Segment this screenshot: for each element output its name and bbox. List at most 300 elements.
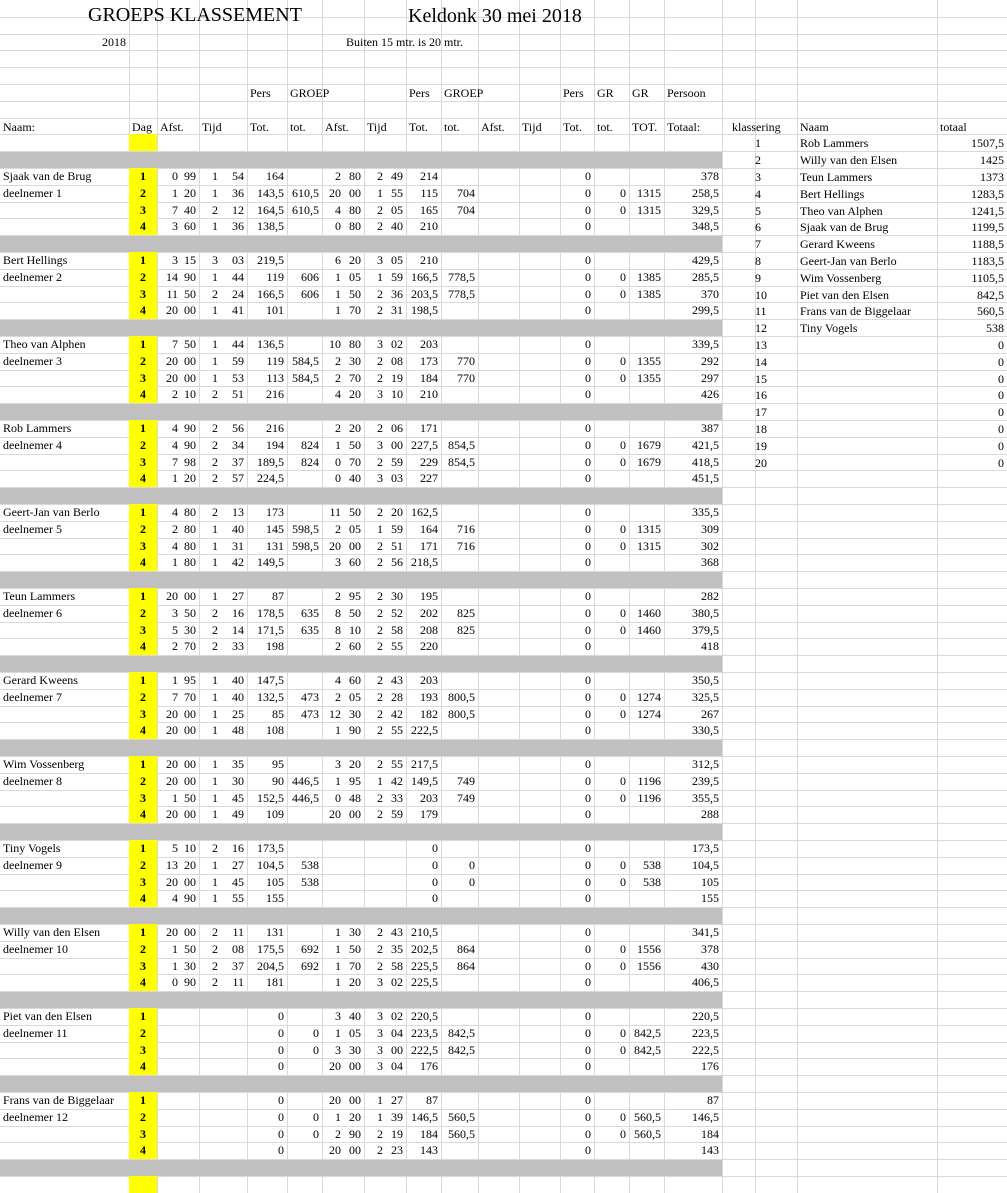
score-cell: 3 xyxy=(172,606,178,620)
score-cell: 60 xyxy=(184,219,196,233)
score-cell: 10 xyxy=(329,337,341,351)
day-number: 4 xyxy=(140,975,146,989)
score-cell: 1 xyxy=(212,354,218,368)
score-cell xyxy=(594,420,629,437)
score-cell: 31 xyxy=(232,539,244,553)
score-cell xyxy=(629,974,664,991)
score-cell: 179 xyxy=(420,807,438,821)
score-cell xyxy=(441,924,478,941)
score-cell: 842,5 xyxy=(634,1026,661,1040)
score-cell: 0 xyxy=(620,623,626,637)
score-cell: 0 xyxy=(585,1110,591,1124)
score-cell: 95 xyxy=(349,589,361,603)
day-number: 4 xyxy=(140,219,146,233)
score-cell xyxy=(287,890,322,907)
separator-bar xyxy=(0,908,722,924)
ranking-position: 13 xyxy=(755,338,767,352)
score-cell xyxy=(594,722,629,739)
score-cell: 335,5 xyxy=(692,505,719,519)
score-cell: 59 xyxy=(391,455,403,469)
score-cell: 208 xyxy=(420,623,438,637)
ranking-name xyxy=(797,438,937,455)
score-cell xyxy=(181,1126,199,1143)
separator-bar xyxy=(0,1160,722,1176)
participant-label: deelnemer 10 xyxy=(3,942,68,956)
score-cell: 00 xyxy=(184,774,196,788)
score-cell: 1 xyxy=(335,774,341,788)
score-cell: 181 xyxy=(266,975,284,989)
score-cell: 312,5 xyxy=(692,757,719,771)
score-cell: 0 xyxy=(620,875,626,889)
score-cell xyxy=(441,1008,478,1025)
score-cell: 0 xyxy=(335,455,341,469)
score-cell xyxy=(287,638,322,655)
score-cell: 0 xyxy=(620,774,626,788)
ranking-position: 18 xyxy=(755,422,767,436)
score-cell: 379,5 xyxy=(692,623,719,637)
score-cell: 339,5 xyxy=(692,337,719,351)
score-cell: 53 xyxy=(232,371,244,385)
score-cell xyxy=(441,1092,478,1109)
ranking-name xyxy=(797,404,937,421)
day-number: 2 xyxy=(140,438,146,452)
score-cell: 4 xyxy=(172,505,178,519)
score-cell: 800,5 xyxy=(448,690,475,704)
score-cell: 1 xyxy=(212,723,218,737)
score-cell xyxy=(181,1025,199,1042)
score-cell: 136,5 xyxy=(257,337,284,351)
score-cell: 1 xyxy=(172,673,178,687)
score-cell: 4 xyxy=(172,421,178,435)
ranking-header-rank: klassering xyxy=(732,120,781,134)
score-cell: 606 xyxy=(301,287,319,301)
score-cell: 2 xyxy=(377,354,383,368)
score-cell: 1 xyxy=(212,303,218,317)
score-cell: 08 xyxy=(391,354,403,368)
score-cell: 33 xyxy=(391,791,403,805)
participant-name: Piet van den Elsen xyxy=(3,1009,92,1023)
score-cell: 14 xyxy=(166,270,178,284)
day-number: 4 xyxy=(140,807,146,821)
score-cell: 55 xyxy=(232,891,244,905)
score-cell: 00 xyxy=(391,438,403,452)
ranking-total: 1199,5 xyxy=(971,220,1004,234)
score-cell: 40 xyxy=(232,522,244,536)
day-number: 3 xyxy=(140,1043,146,1057)
score-cell: 02 xyxy=(391,1009,403,1023)
score-cell: 4 xyxy=(335,203,341,217)
score-cell xyxy=(287,924,322,941)
score-cell: 4 xyxy=(172,539,178,553)
score-cell: 40 xyxy=(391,219,403,233)
score-cell: 50 xyxy=(184,942,196,956)
score-cell: 90 xyxy=(184,891,196,905)
score-cell: 20 xyxy=(391,505,403,519)
score-cell: 20 xyxy=(329,539,341,553)
score-cell xyxy=(594,470,629,487)
score-cell: 1 xyxy=(172,791,178,805)
score-cell: 1 xyxy=(377,270,383,284)
day-number: 4 xyxy=(140,303,146,317)
ranking-position: 11 xyxy=(755,304,767,318)
score-cell xyxy=(594,672,629,689)
grid-row-line xyxy=(0,34,1007,35)
score-cell: 538 xyxy=(301,875,319,889)
score-cell: 0 xyxy=(313,1026,319,1040)
participant-name: Theo van Alphen xyxy=(3,337,86,351)
score-cell: 2 xyxy=(377,539,383,553)
score-cell xyxy=(629,1058,664,1075)
day-number: 4 xyxy=(140,639,146,653)
score-cell xyxy=(181,1142,199,1159)
day-number: 1 xyxy=(140,253,146,267)
score-cell: 2 xyxy=(377,203,383,217)
score-cell: 1 xyxy=(212,270,218,284)
score-cell: 1 xyxy=(335,1110,341,1124)
score-cell xyxy=(221,1025,247,1042)
score-cell: 80 xyxy=(349,337,361,351)
score-cell xyxy=(441,588,478,605)
score-cell: 131 xyxy=(266,925,284,939)
day-number: 1 xyxy=(140,337,146,351)
score-cell: 50 xyxy=(349,942,361,956)
score-cell: 19 xyxy=(391,1127,403,1141)
score-cell: 0 xyxy=(278,1127,284,1141)
score-cell: 24 xyxy=(232,287,244,301)
score-cell: 1 xyxy=(335,723,341,737)
score-cell: 2 xyxy=(335,421,341,435)
score-cell: 0 xyxy=(620,1110,626,1124)
ranking-name: Teun Lammers xyxy=(800,170,873,184)
ranking-position: 5 xyxy=(755,204,761,218)
group-header-gr2: GR xyxy=(632,86,649,100)
score-cell: 13 xyxy=(166,858,178,872)
score-cell xyxy=(594,504,629,521)
score-cell: 0 xyxy=(585,1043,591,1057)
score-cell: 10 xyxy=(391,387,403,401)
score-cell: 842,5 xyxy=(634,1043,661,1057)
participant-name: Bert Hellings xyxy=(3,253,68,267)
score-cell xyxy=(594,336,629,353)
ranking-total: 1188,5 xyxy=(971,237,1004,251)
score-cell xyxy=(629,924,664,941)
score-cell: 143,5 xyxy=(257,186,284,200)
score-cell: 28 xyxy=(391,690,403,704)
score-cell: 2 xyxy=(377,455,383,469)
score-cell: 0 xyxy=(432,891,438,905)
score-cell: 704 xyxy=(457,203,475,217)
score-cell: 0 xyxy=(432,858,438,872)
column-header-tijd3: Tijd xyxy=(522,120,542,134)
ranking-position: 8 xyxy=(755,254,761,268)
score-cell xyxy=(441,638,478,655)
score-cell: 3 xyxy=(335,757,341,771)
score-cell: 173,5 xyxy=(257,841,284,855)
score-cell: 04 xyxy=(391,1059,403,1073)
score-cell: 59 xyxy=(391,270,403,284)
score-cell: 173,5 xyxy=(692,841,719,855)
score-cell: 2 xyxy=(377,1127,383,1141)
column-header-totg2: tot. xyxy=(444,120,460,134)
score-cell xyxy=(594,218,629,235)
score-cell: 1 xyxy=(212,757,218,771)
score-cell: 1679 xyxy=(637,438,661,452)
score-cell: 149,5 xyxy=(411,774,438,788)
score-cell: 56 xyxy=(232,421,244,435)
score-cell: 229 xyxy=(420,455,438,469)
score-cell: 00 xyxy=(349,1093,361,1107)
group-header-gr1: GR xyxy=(597,86,614,100)
score-cell: 0 xyxy=(278,1009,284,1023)
score-cell: 3 xyxy=(377,438,383,452)
participant-label: deelnemer 5 xyxy=(3,522,62,536)
score-cell: 2 xyxy=(377,942,383,956)
column-header-tijd1: Tijd xyxy=(202,120,222,134)
score-cell: 171 xyxy=(420,539,438,553)
score-cell xyxy=(594,840,629,857)
score-cell: 87 xyxy=(426,1093,438,1107)
column-header-tot3: Tot. xyxy=(563,120,582,134)
score-cell: 203,5 xyxy=(411,287,438,301)
score-cell: 220,5 xyxy=(692,1009,719,1023)
score-cell: 1 xyxy=(212,371,218,385)
ranking-total: 560,5 xyxy=(977,304,1004,318)
ranking-position: 1 xyxy=(755,136,761,150)
grid-column-line xyxy=(722,0,723,1193)
score-cell: 20 xyxy=(349,253,361,267)
score-cell: 0 xyxy=(585,438,591,452)
score-cell: 0 xyxy=(278,1043,284,1057)
score-cell xyxy=(287,420,322,437)
score-cell: 44 xyxy=(232,270,244,284)
score-cell: 3 xyxy=(377,387,383,401)
score-cell: 0 xyxy=(335,471,341,485)
score-cell: 27 xyxy=(232,858,244,872)
day-number: 2 xyxy=(140,522,146,536)
score-cell: 2 xyxy=(172,522,178,536)
score-cell: 1 xyxy=(212,673,218,687)
score-cell: 13 xyxy=(232,505,244,519)
score-cell xyxy=(287,336,322,353)
score-cell xyxy=(386,857,406,874)
participant-name: Sjaak van de Brug xyxy=(3,169,92,183)
score-cell: 210,5 xyxy=(411,925,438,939)
score-cell: 59 xyxy=(391,522,403,536)
score-cell: 2 xyxy=(212,438,218,452)
score-cell: 1679 xyxy=(637,455,661,469)
score-cell: 57 xyxy=(232,471,244,485)
score-cell: 429,5 xyxy=(692,253,719,267)
score-cell: 95 xyxy=(272,757,284,771)
day-number: 4 xyxy=(140,1059,146,1073)
score-cell: 2 xyxy=(335,639,341,653)
score-cell: 0 xyxy=(620,707,626,721)
participant-name: Wim Vossenberg xyxy=(3,757,85,771)
score-cell xyxy=(157,1025,181,1042)
score-cell: 1274 xyxy=(637,690,661,704)
score-cell: 538 xyxy=(643,875,661,889)
score-cell: 119 xyxy=(266,270,284,284)
score-cell: 1 xyxy=(377,1110,383,1124)
score-cell: 1 xyxy=(212,707,218,721)
score-cell: 20 xyxy=(166,875,178,889)
day-number: 2 xyxy=(140,690,146,704)
score-cell: 11 xyxy=(329,505,341,519)
separator-bar xyxy=(0,740,722,756)
ranking-total: 0 xyxy=(998,388,1004,402)
score-cell: 8 xyxy=(335,623,341,637)
score-cell xyxy=(629,386,664,403)
score-cell: 143 xyxy=(420,1143,438,1157)
score-cell: 292 xyxy=(701,354,719,368)
score-cell: 635 xyxy=(301,623,319,637)
score-cell: 30 xyxy=(391,589,403,603)
score-cell: 350,5 xyxy=(692,673,719,687)
score-cell: 0 xyxy=(585,841,591,855)
score-cell xyxy=(594,386,629,403)
score-cell xyxy=(386,890,406,907)
score-cell: 195 xyxy=(420,589,438,603)
ranking-name: Willy van den Elsen xyxy=(800,153,898,167)
score-cell xyxy=(322,840,344,857)
score-cell: 2 xyxy=(377,925,383,939)
group-header-groep2: GROEP xyxy=(444,86,484,100)
score-cell: 355,5 xyxy=(692,791,719,805)
score-cell: 7 xyxy=(172,455,178,469)
score-cell: 3 xyxy=(377,337,383,351)
score-cell: 2 xyxy=(335,1127,341,1141)
score-cell: 0 xyxy=(585,942,591,956)
score-cell: 2 xyxy=(212,975,218,989)
score-cell: 0 xyxy=(278,1059,284,1073)
page-title: GROEPS KLASSEMENT xyxy=(88,4,302,26)
group-header-persoon: Persoon xyxy=(667,86,706,100)
ranking-total: 1283,5 xyxy=(971,187,1004,201)
score-cell xyxy=(441,470,478,487)
score-cell: 104,5 xyxy=(692,858,719,872)
score-cell: 59 xyxy=(391,807,403,821)
score-cell: 0 xyxy=(585,169,591,183)
score-cell: 2 xyxy=(377,623,383,637)
score-cell: 0 xyxy=(620,791,626,805)
score-cell: 0 xyxy=(278,1110,284,1124)
score-cell: 430 xyxy=(701,959,719,973)
score-cell: 0 xyxy=(620,942,626,956)
score-cell: 716 xyxy=(457,522,475,536)
score-cell: 87 xyxy=(707,1093,719,1107)
score-cell: 0 xyxy=(585,455,591,469)
score-cell: 198 xyxy=(266,639,284,653)
score-cell: 598,5 xyxy=(292,539,319,553)
score-cell: 2 xyxy=(212,841,218,855)
score-cell: 1556 xyxy=(637,959,661,973)
group-header-groep1: GROEP xyxy=(290,86,330,100)
score-cell: 1 xyxy=(212,690,218,704)
score-cell: 146,5 xyxy=(411,1110,438,1124)
participant-name: Teun Lammers xyxy=(3,589,76,603)
score-cell: 51 xyxy=(391,539,403,553)
score-cell: 184 xyxy=(420,1127,438,1141)
score-cell: 50 xyxy=(184,337,196,351)
score-cell: 2 xyxy=(377,757,383,771)
note-cell: Buiten 15 mtr. is 20 mtr. xyxy=(346,35,464,49)
score-cell: 0 xyxy=(313,1127,319,1141)
score-cell: 1315 xyxy=(637,203,661,217)
day-number: 1 xyxy=(140,421,146,435)
score-cell: 584,5 xyxy=(292,354,319,368)
ranking-position: 16 xyxy=(755,388,767,402)
score-cell xyxy=(287,806,322,823)
ranking-position: 17 xyxy=(755,405,767,419)
score-cell: 0 xyxy=(278,1026,284,1040)
score-cell: 0 xyxy=(585,606,591,620)
score-cell: 2 xyxy=(377,690,383,704)
day-number: 4 xyxy=(140,555,146,569)
score-cell: 152,5 xyxy=(257,791,284,805)
score-cell: 2 xyxy=(335,169,341,183)
score-cell: 584,5 xyxy=(292,371,319,385)
day-number: 2 xyxy=(140,606,146,620)
score-cell: 1385 xyxy=(637,270,661,284)
score-cell: 90 xyxy=(184,438,196,452)
score-cell xyxy=(441,722,478,739)
score-cell: 210 xyxy=(420,253,438,267)
score-cell: 0 xyxy=(585,1093,591,1107)
score-cell xyxy=(181,1058,199,1075)
score-cell: 0 xyxy=(585,639,591,653)
score-cell: 27 xyxy=(232,589,244,603)
participant-label: deelnemer 3 xyxy=(3,354,62,368)
score-cell: 11 xyxy=(232,975,244,989)
score-cell: 0 xyxy=(585,723,591,737)
score-cell: 2 xyxy=(212,925,218,939)
score-cell: 0 xyxy=(585,555,591,569)
score-cell xyxy=(386,840,406,857)
score-cell xyxy=(629,1008,664,1025)
score-cell: 378 xyxy=(701,942,719,956)
score-cell: 1274 xyxy=(637,707,661,721)
score-cell xyxy=(344,857,364,874)
score-cell: 03 xyxy=(232,253,244,267)
score-cell: 2 xyxy=(377,707,383,721)
score-cell: 203 xyxy=(420,337,438,351)
score-cell: 610,5 xyxy=(292,203,319,217)
score-cell: 2 xyxy=(377,791,383,805)
score-cell: 1 xyxy=(377,1093,383,1107)
score-cell xyxy=(629,302,664,319)
score-cell: 1 xyxy=(212,186,218,200)
score-cell: 20 xyxy=(329,807,341,821)
score-cell xyxy=(221,1126,247,1143)
day-number: 1 xyxy=(140,589,146,603)
score-cell: 0 xyxy=(585,522,591,536)
score-cell: 1315 xyxy=(637,522,661,536)
ranking-name: Piet van den Elsen xyxy=(800,288,889,302)
score-cell: 1 xyxy=(335,287,341,301)
score-cell: 2 xyxy=(212,942,218,956)
score-cell: 0 xyxy=(585,203,591,217)
ranking-total: 1183,5 xyxy=(971,254,1004,268)
ranking-total: 1373 xyxy=(980,170,1004,184)
score-cell xyxy=(629,218,664,235)
score-cell xyxy=(441,504,478,521)
score-cell: 1 xyxy=(212,858,218,872)
score-cell: 164 xyxy=(266,169,284,183)
score-cell: 193 xyxy=(420,690,438,704)
score-cell xyxy=(157,1058,181,1075)
score-cell: 223,5 xyxy=(692,1026,719,1040)
score-cell: 1196 xyxy=(637,774,661,788)
